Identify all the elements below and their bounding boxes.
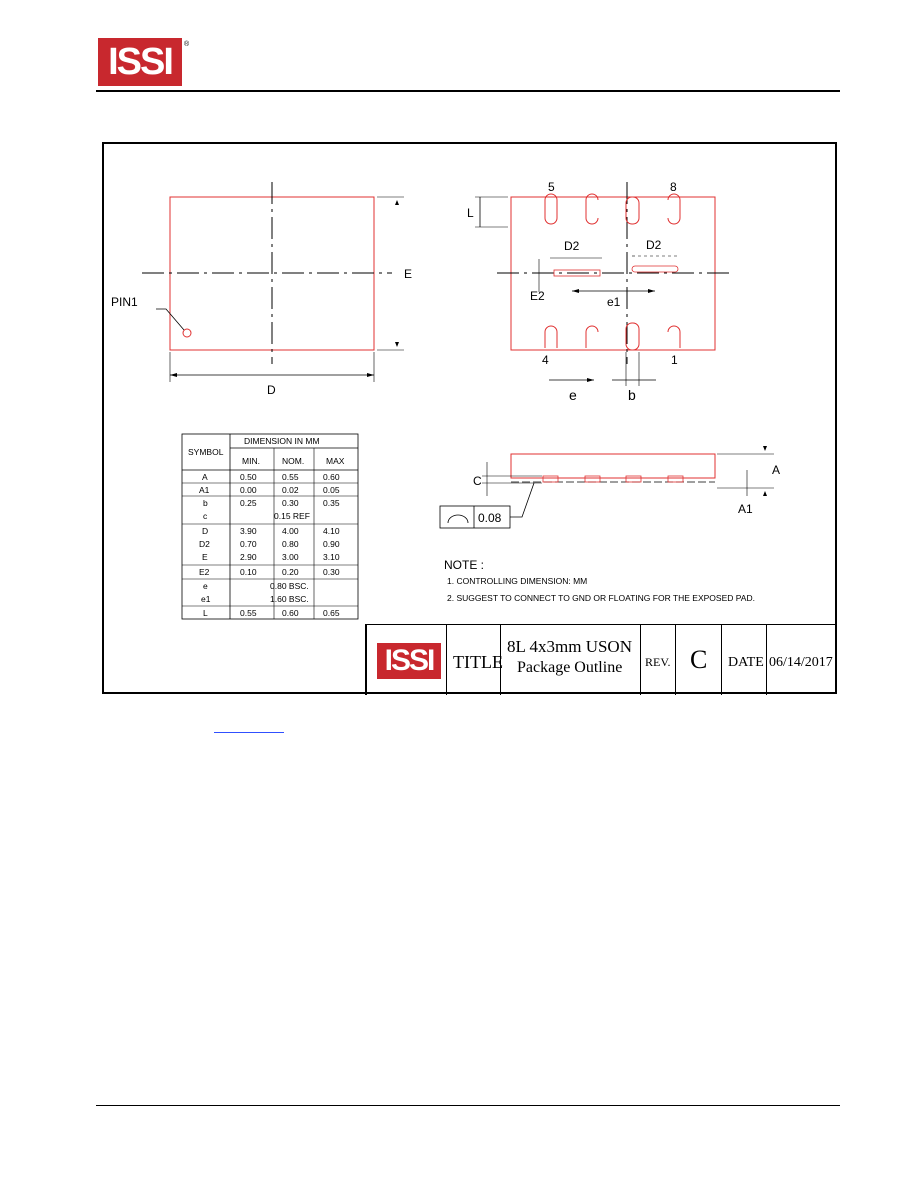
dimension-table — [182, 434, 358, 619]
dim-e1-label: e1 — [607, 295, 621, 309]
dim-d-arrow-left — [170, 373, 177, 377]
table-row-d2 — [199, 539, 340, 549]
rev-value: C — [690, 645, 708, 674]
pin1-marker — [183, 329, 191, 337]
header-divider — [96, 90, 840, 92]
svg-text:1.60 BSC.: 1.60 BSC. — [270, 594, 309, 604]
svg-text:0.05: 0.05 — [323, 485, 340, 495]
svg-text:0.50: 0.50 — [240, 472, 257, 482]
dim-e-arrow-bottom — [395, 342, 399, 347]
package-outline-drawing — [102, 142, 837, 694]
issi-logo — [98, 38, 182, 86]
rev-label-cell — [640, 625, 675, 695]
title-line-1: 8L 4x3mm USON — [507, 637, 632, 656]
svg-text:0.60: 0.60 — [323, 472, 340, 482]
dim-l-label: L — [467, 206, 474, 220]
note-2: 2. SUGGEST TO CONNECT TO GND OR FLOATING FOR THE EXPOSED PAD. — [447, 593, 755, 603]
bottom-view — [467, 180, 732, 403]
side-lead-4 — [668, 476, 683, 482]
svg-text:0.10: 0.10 — [240, 567, 257, 577]
pad-4 — [545, 326, 557, 348]
svg-text:A1: A1 — [199, 485, 210, 495]
title-label: TITLE — [453, 652, 503, 672]
dim-b-label: b — [628, 387, 636, 403]
table-dimension-header: DIMENSION IN MM — [244, 436, 320, 446]
note-1: 1. CONTROLLING DIMENSION: MM — [447, 576, 588, 586]
date-value: 06/14/2017 — [769, 655, 833, 670]
title-label-cell — [446, 625, 503, 695]
svg-text:0.55: 0.55 — [282, 472, 299, 482]
title-value-cell — [500, 625, 640, 695]
notes-heading: NOTE : — [444, 558, 485, 572]
dim-e-label: E — [404, 267, 413, 281]
svg-text:3.00: 3.00 — [282, 552, 299, 562]
rev-value-cell — [675, 625, 721, 695]
registered-mark: ® — [184, 41, 190, 48]
svg-text:4.10: 4.10 — [323, 526, 340, 536]
dim-e1-arrow-left — [572, 289, 579, 293]
footer-divider — [96, 1105, 840, 1106]
flatness-value: 0.08 — [478, 511, 502, 525]
title-line-2: Package Outline — [517, 659, 623, 676]
table-symbol-header: SYMBOL — [188, 447, 224, 457]
table-col-nom: NOM. — [282, 456, 305, 466]
svg-text:3.90: 3.90 — [240, 526, 257, 536]
table-row-e1 — [201, 594, 309, 604]
svg-text:0.70: 0.70 — [240, 539, 257, 549]
dim-a-arrow-top — [763, 446, 767, 451]
table-row-b — [203, 498, 340, 508]
side-lead-2 — [585, 476, 600, 482]
table-row-a1 — [199, 485, 340, 495]
table-row-e — [202, 552, 340, 562]
pad-8 — [668, 194, 680, 224]
svg-text:4.00: 4.00 — [282, 526, 299, 536]
svg-text:2.90: 2.90 — [240, 552, 257, 562]
dim-d-arrow-right — [367, 373, 374, 377]
dim-a-label: A — [772, 463, 781, 477]
title-block-logo — [377, 643, 441, 679]
table-row-e-pitch — [203, 581, 309, 591]
dim-a-arrow-bottom — [763, 491, 767, 496]
date-value-cell — [766, 625, 837, 695]
svg-text:E: E — [202, 552, 208, 562]
dim-c-label: C — [473, 474, 482, 488]
top-view — [111, 182, 412, 397]
dim-e-pitch-arrow — [587, 378, 594, 382]
flatness-symbol-icon — [448, 515, 468, 523]
svg-text:D: D — [202, 526, 209, 536]
svg-text:0.90: 0.90 — [323, 539, 340, 549]
pad-6 — [586, 194, 598, 224]
table-row-e2 — [199, 567, 340, 577]
pin-label-4: 4 — [542, 353, 549, 367]
dim-e2-label: E2 — [530, 289, 545, 303]
dim-d2-right-label: D2 — [646, 238, 662, 252]
flatness-leader — [510, 483, 534, 517]
side-view-body — [511, 454, 715, 478]
table-row-a — [202, 472, 340, 482]
svg-text:E2: E2 — [199, 567, 210, 577]
pad-5 — [545, 194, 557, 224]
pin-label-8: 8 — [670, 180, 677, 194]
pad-2 — [626, 323, 639, 350]
side-lead-3 — [626, 476, 641, 482]
side-lead-1 — [543, 476, 558, 482]
svg-text:c: c — [203, 511, 208, 521]
svg-text:0.80 BSC.: 0.80 BSC. — [270, 581, 309, 591]
pin-label-1: 1 — [671, 353, 678, 367]
dim-e-arrow-top — [395, 200, 399, 205]
svg-text:e: e — [203, 581, 208, 591]
side-view — [440, 446, 780, 528]
title-block-logo-text: ISSI — [384, 644, 434, 677]
exposed-pad-right — [632, 266, 678, 272]
svg-text:A: A — [202, 472, 208, 482]
svg-text:0.30: 0.30 — [323, 567, 340, 577]
svg-text:0.65: 0.65 — [323, 608, 340, 618]
title-block-logo-cell — [365, 625, 446, 695]
svg-text:0.15 REF: 0.15 REF — [274, 511, 310, 521]
svg-text:0.30: 0.30 — [282, 498, 299, 508]
table-row-l — [203, 608, 340, 618]
table-row-d — [202, 526, 340, 536]
svg-text:0.55: 0.55 — [240, 608, 257, 618]
svg-text:0.00: 0.00 — [240, 485, 257, 495]
dim-d2-left-label: D2 — [564, 239, 580, 253]
table-row-c — [203, 511, 310, 521]
svg-text:0.60: 0.60 — [282, 608, 299, 618]
rev-label: REV. — [645, 655, 671, 669]
svg-text:L: L — [203, 608, 208, 618]
title-block — [365, 624, 837, 695]
svg-text:0.02: 0.02 — [282, 485, 299, 495]
hyperlink-underline[interactable] — [214, 732, 284, 733]
svg-text:D2: D2 — [199, 539, 210, 549]
svg-text:b: b — [203, 498, 208, 508]
dim-a1-label: A1 — [738, 502, 753, 516]
svg-text:0.35: 0.35 — [323, 498, 340, 508]
date-label: DATE — [728, 655, 764, 670]
table-col-min: MIN. — [242, 456, 260, 466]
pad-7 — [626, 197, 639, 224]
logo-text: ISSI — [108, 41, 172, 83]
pin1-label: PIN1 — [111, 295, 138, 309]
dim-e-pitch-label: e — [569, 387, 577, 403]
svg-text:0.80: 0.80 — [282, 539, 299, 549]
dim-d-label: D — [267, 383, 276, 397]
table-col-max: MAX — [326, 456, 345, 466]
pad-1 — [668, 326, 680, 348]
dim-e1-arrow-right — [648, 289, 655, 293]
notes — [444, 558, 755, 603]
svg-text:0.20: 0.20 — [282, 567, 299, 577]
pin-label-5: 5 — [548, 180, 555, 194]
date-label-cell — [721, 625, 766, 695]
pad-3 — [586, 326, 598, 348]
svg-text:e1: e1 — [201, 594, 211, 604]
svg-text:3.10: 3.10 — [323, 552, 340, 562]
svg-text:0.25: 0.25 — [240, 498, 257, 508]
